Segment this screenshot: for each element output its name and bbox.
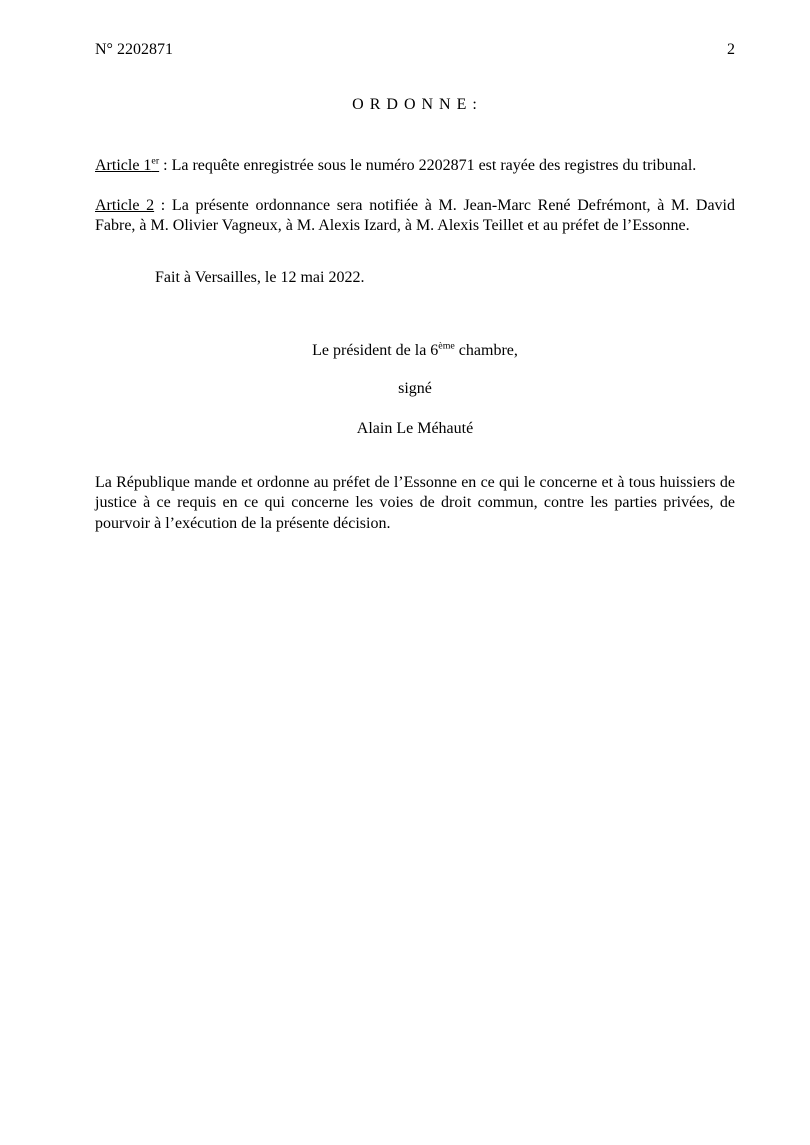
signed-label: signé xyxy=(398,379,432,397)
article-1-label-superscript: er xyxy=(151,155,160,167)
article-1-label: Article 1er xyxy=(95,155,160,174)
date-place-line: Fait à Versailles, le 12 mai 2022. xyxy=(155,268,365,286)
case-number: N° 2202871 xyxy=(95,41,173,58)
article-2-label: Article 2 xyxy=(95,196,155,214)
page-number: 2 xyxy=(727,41,735,58)
signer-name: Alain Le Méhauté xyxy=(356,419,474,437)
document-title: O R D O N N E : xyxy=(352,96,478,113)
page-header xyxy=(95,40,735,60)
article-2-text: : La présente ordonnance sera notifiée à M. Jean-Marc René Defrémont, à M. David Fabre, à M. Olivier Vagneux, à M. Alexis Izard, à M. Alexis Teillet et au préfet de l’Essonne. xyxy=(95,196,735,234)
role-superscript: ème xyxy=(438,340,455,352)
article-1-text: : La requête enregistrée sous le numéro 2202871 est rayée des registres du tribunal. xyxy=(159,157,697,174)
article-2-paragraph xyxy=(95,196,735,237)
article-1-paragraph xyxy=(95,156,735,177)
execution-clause-paragraph: La République mande et ordonne au préfet de l’Essonne en ce qui le concerne et à tous huissiers de justice à ce requis en ce qui concerne les voies de droit commun, contre les parties privées, de pourvoir à l’exécution de la présente décision. xyxy=(95,473,735,532)
signatory-role-line: Le président de la 6ème chambre, xyxy=(312,340,518,359)
